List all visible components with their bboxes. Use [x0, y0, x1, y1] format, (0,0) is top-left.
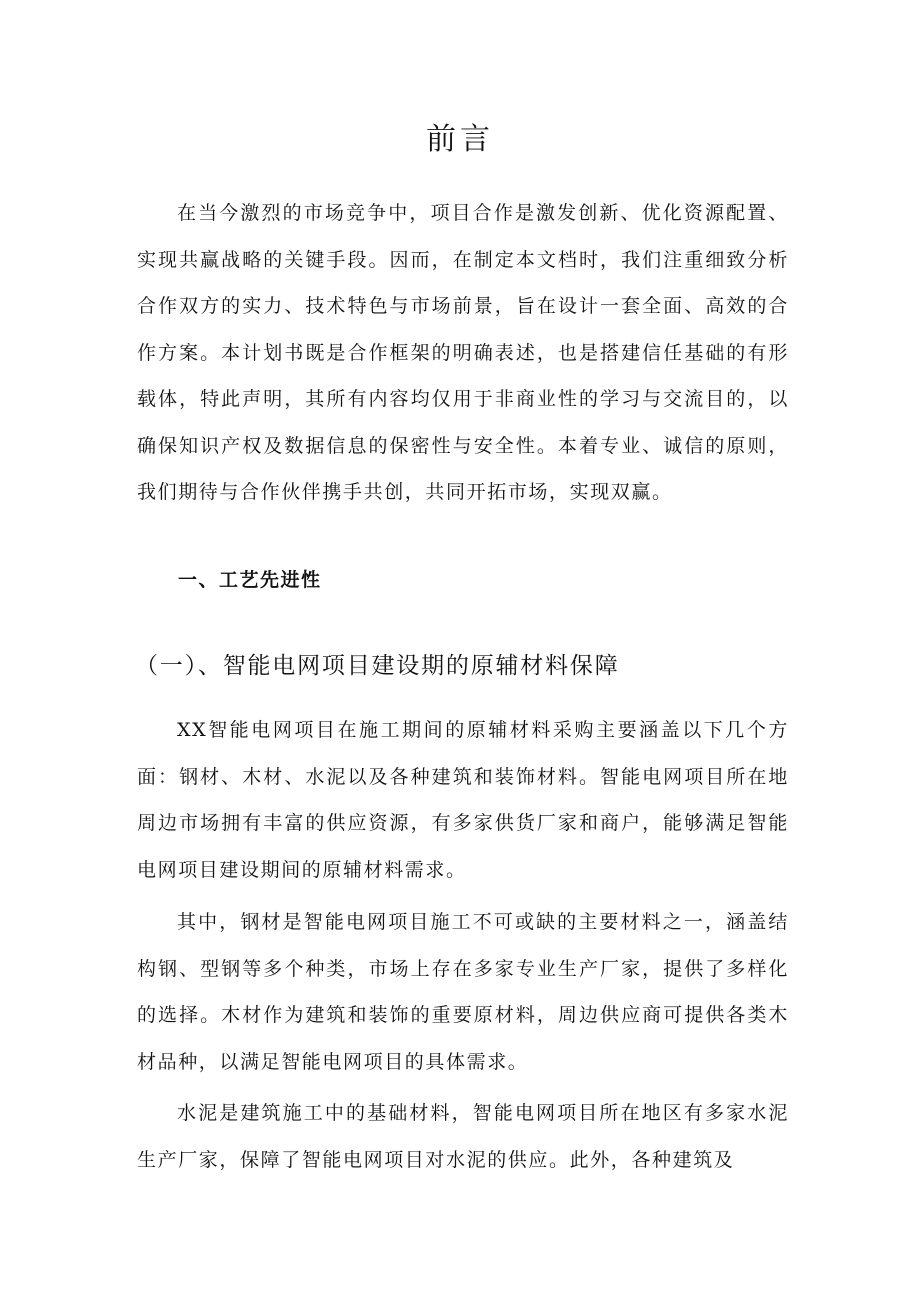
section-heading: 一、工艺先进性 — [178, 569, 322, 591]
body-paragraph-steel-wood: 其中，钢材是智能电网项目施工不可或缺的主要材料之一，涵盖结构钢、型钢等多个种类，市场上存在多家专业生产厂家，提供了多样化的选择。木材作为建筑和装饰的重要原材料，周边供应商可提供各类木材品种，以满足智能电网项目的具体需求。 — [137, 911, 789, 1073]
page-title: 前言 — [426, 122, 494, 157]
body-paragraph-materials-overview: XX智能电网项目在施工期间的原辅材料采购主要涵盖以下几个方面：钢材、木材、水泥以及各种建筑和装饰材料。智能电网项目所在地周边市场拥有丰富的供应资源，有多家供货厂家和商户，能够满足智能电网项目建设期间的原辅材料需求。 — [137, 719, 789, 881]
subsection-heading: （一）、智能电网项目建设期的原辅材料保障 — [135, 653, 620, 679]
body-paragraph-cement: 水泥是建筑施工中的基础材料，智能电网项目所在地区有多家水泥生产厂家，保障了智能电网项目对水泥的供应。此外，各种建筑及 — [137, 1102, 789, 1171]
preface-paragraph: 在当今激烈的市场竞争中，项目合作是激发创新、优化资源配置、实现共赢战略的关键手段。因而，在制定本文档时，我们注重细致分析合作双方的实力、技术特色与市场前景，旨在设计一套全面、高效的合作方案。本计划书既是合作框架的明确表述，也是搭建信任基础的有形载体，特此声明，其所有内容均仅用于非商业性的学习与交流目的，以确保知识产权及数据信息的保密性与安全性。本着专业、诚信的原则，我们期待与合作伙伴携手共创，共同开拓市场，实现双赢。 — [137, 202, 789, 503]
